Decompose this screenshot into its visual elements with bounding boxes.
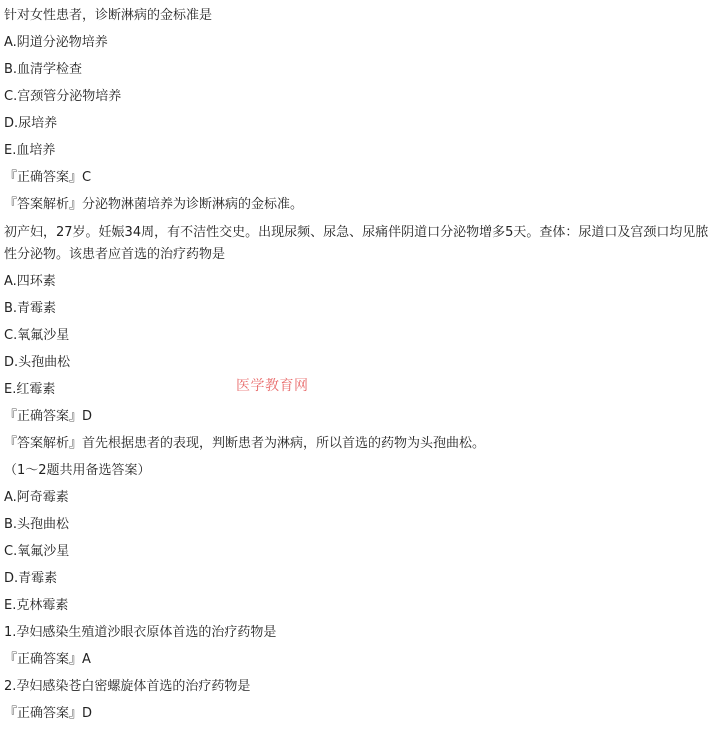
question-stem: 初产妇，27岁。妊娠34周，有不洁性交史。出现尿频、尿急、尿痛伴阴道口分泌物增多5天。查体：尿道口及宫颈口均见脓性分泌物。该患者应首选的治疗药物是 bbox=[4, 225, 709, 262]
option-d: D.头孢曲松 bbox=[4, 355, 71, 370]
question-stem: 针对女性患者，诊断淋病的金标准是 bbox=[4, 8, 213, 23]
correct-answer: 『正确答案』D bbox=[4, 706, 93, 721]
sub-question-stem: 1.孕妇感染生殖道沙眼衣原体首选的治疗药物是 bbox=[4, 625, 277, 640]
option-e: E.血培养 bbox=[4, 143, 56, 158]
correct-answer: 『正确答案』C bbox=[4, 170, 92, 185]
option-b: B.血清学检查 bbox=[4, 62, 83, 77]
option-d: D.青霉素 bbox=[4, 571, 58, 586]
option-d: D.尿培养 bbox=[4, 116, 58, 131]
option-a: A.阴道分泌物培养 bbox=[4, 35, 108, 50]
option-e: E.克林霉素 bbox=[4, 598, 69, 613]
correct-answer: 『正确答案』A bbox=[4, 652, 91, 667]
watermark-text: 医学教育网 bbox=[236, 378, 309, 394]
option-a: A.四环素 bbox=[4, 274, 56, 289]
option-b: B.头孢曲松 bbox=[4, 517, 70, 532]
answer-analysis: 『答案解析』分泌物淋菌培养为诊断淋病的金标准。 bbox=[4, 197, 304, 212]
sub-question-stem: 2.孕妇感染苍白密螺旋体首选的治疗药物是 bbox=[4, 679, 251, 694]
answer-analysis: 『答案解析』首先根据患者的表现，判断患者为淋病，所以首选的药物为头孢曲松。 bbox=[4, 436, 486, 451]
option-a: A.阿奇霉素 bbox=[4, 490, 69, 505]
option-c: C.氧氟沙星 bbox=[4, 544, 70, 559]
option-e: E.红霉素 bbox=[4, 382, 56, 397]
option-b: B.青霉素 bbox=[4, 301, 57, 316]
document-body bbox=[4, 2, 720, 727]
option-c: C.宫颈管分泌物培养 bbox=[4, 89, 122, 104]
correct-answer: 『正确答案』D bbox=[4, 409, 93, 424]
option-c: C.氧氟沙星 bbox=[4, 328, 70, 343]
shared-options-header: （1～2题共用备选答案） bbox=[4, 463, 151, 478]
